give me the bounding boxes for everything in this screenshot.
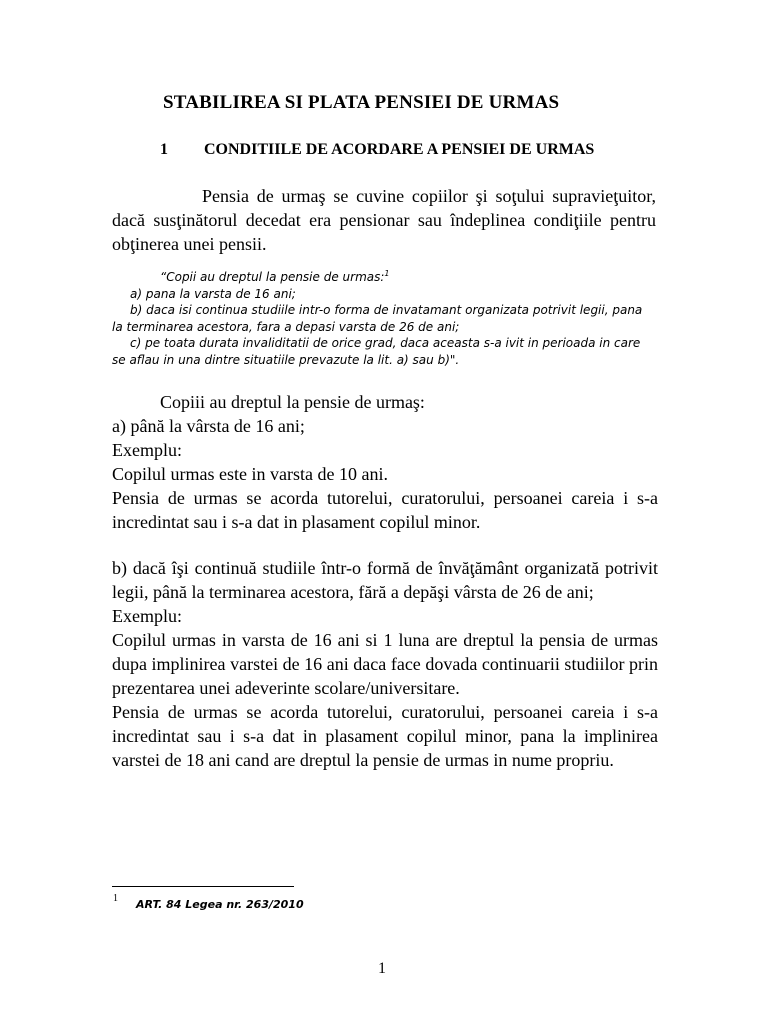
footnote-reference: 1 <box>384 269 390 278</box>
quote-opening: “Copii au dreptul la pensie de urmas: <box>160 270 385 284</box>
paragraph-gap <box>112 534 658 556</box>
quote-item-c: c) pe toata durata invaliditatii de orice grad, daca aceasta s-a ivit in perioada in care se aflau in una dintre situatiile prevazute la lit. a) sau b)". <box>112 336 641 367</box>
quote-item-b: b) daca isi continua studiile intr-o forma de invatamant organizata potrivit legii, pana la terminarea acestora, fara a depasi varsta de 26 de ani; <box>112 303 643 334</box>
body-text <box>112 390 658 772</box>
item-a-example-label: Exemplu: <box>112 440 182 460</box>
quote-opening-line <box>112 269 652 286</box>
item-b-example-2: Pensia de urmas se acorda tutorelui, curatorului, persoanei careia i s-a incredintat sau i s-a dat in plasament copilul minor, pana la implinirea varstei de 18 ani cand are dreptul la pensie de urmas in nume propriu. <box>112 702 658 770</box>
footnote-mark: 1 <box>113 893 118 904</box>
section-title: CONDITIILE DE ACORDARE A PENSIEI DE URMAS <box>204 141 595 158</box>
body-lead: Copiii au dreptul la pensie de urmaş: <box>160 392 425 412</box>
item-b-example-1: Copilul urmas in varsta de 16 ani si 1 luna are dreptul la pensia de urmas dupa implinirea varstei de 16 ani daca face dovada continuarii studiilor prin prezentarea unei adeverinte scolare/universitare. <box>112 630 658 698</box>
quote-item-a: a) pana la varsta de 16 ani; <box>130 286 296 301</box>
legal-quote <box>112 269 652 369</box>
item-a-example-1: Copilul urmas este in varsta de 10 ani. <box>112 464 388 484</box>
section-number: 1 <box>160 141 168 158</box>
document-title: STABILIREA SI PLATA PENSIEI DE URMAS <box>163 92 560 113</box>
footnote-separator <box>112 886 294 887</box>
item-a-example-2: Pensia de urmas se acorda tutorelui, curatorului, persoanei careia i s-a incredintat sau i s-a dat in plasament copilul minor. <box>112 488 658 532</box>
page-number: 1 <box>378 960 386 977</box>
item-b-example-label: Exemplu: <box>112 606 182 626</box>
intro-paragraph <box>112 184 656 256</box>
footnote-text: ART. 84 Legea nr. 263/2010 <box>136 898 304 911</box>
intro-text: Pensia de urmaş se cuvine copiilor şi soţului supravieţuitor, dacă susţinătorul decedat era pensionar sau îndeplinea condiţiile pentru obţinerea unei pensii. <box>112 186 656 254</box>
item-a-heading: a) până la vârsta de 16 ani; <box>112 416 305 436</box>
item-b-heading: b) dacă îşi continuă studiile într-o formă de învăţământ organizată potrivit legii, până la terminarea acestora, fără a depăşi vârsta de 26 de ani; <box>112 558 658 602</box>
